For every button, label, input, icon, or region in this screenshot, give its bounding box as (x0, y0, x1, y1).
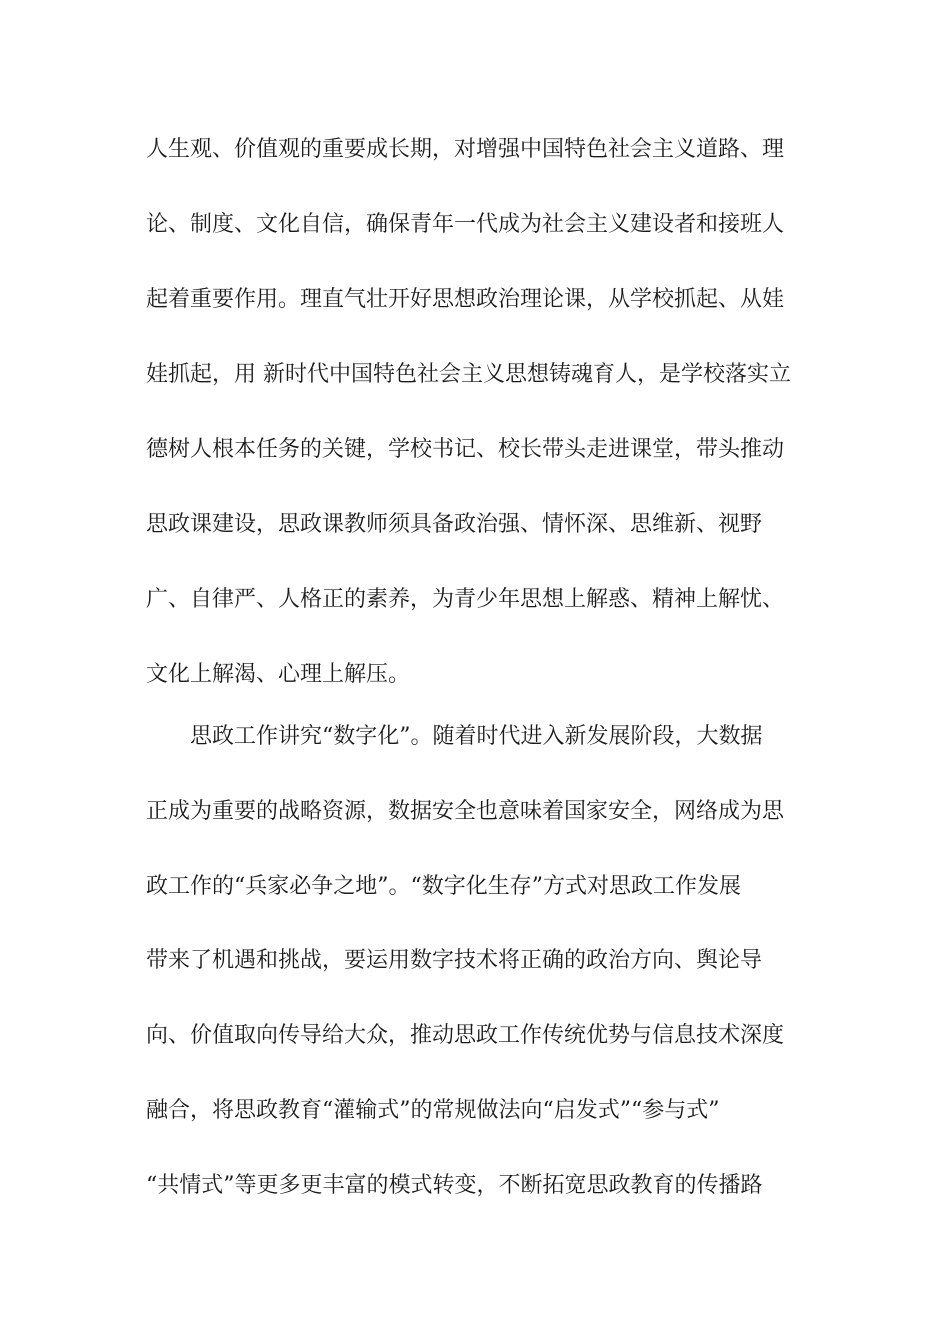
text-line: 论、制度、文化自信，确保青年一代成为社会主义建设者和接班人 (146, 212, 785, 237)
text-line: 娃抓起，用 新时代中国特色社会主义思想铸魂育人，是学校落实立 (146, 362, 791, 387)
text-line: 广、自律严、人格正的素养，为青少年思想上解惑、精神上解忧、 (146, 587, 785, 612)
text-line: 向、价值取向传导给大众，推动思政工作传统优势与信息技术深度 (146, 1023, 785, 1048)
text-line: 文化上解渴、心理上解压。 (146, 662, 411, 687)
paragraph-first-line: 思政工作讲究“数字化”。随着时代进入新发展阶段，大数据 (190, 724, 763, 749)
text-line: “共情式”等更多更丰富的模式转变，不断拓宽思政教育的传播路 (146, 1173, 763, 1198)
text-line: 人生观、价值观的重要成长期，对增强中国特色社会主义道路、理 (146, 137, 785, 162)
text-line: 正成为重要的战略资源，数据安全也意味着国家安全，网络成为思 (146, 799, 785, 824)
text-line: 融合，将思政教育“灌输式”的常规做法向“启发式”“参与式” (146, 1098, 720, 1123)
text-line: 德树人根本任务的关键，学校书记、校长带头走进课堂，带头推动 (146, 437, 785, 462)
text-line: 思政课建设，思政课教师须具备政治强、情怀深、思维新、视野 (146, 512, 763, 537)
text-line: 带来了机遇和挑战，要运用数字技术将正确的政治方向、舆论导 (146, 948, 763, 973)
text-line: 起着重要作用。理直气壮开好思想政治理论课，从学校抓起、从娃 (146, 287, 785, 312)
text-line: 政工作的“兵家必争之地”。“数字化生存”方式对思政工作发展 (146, 874, 741, 899)
